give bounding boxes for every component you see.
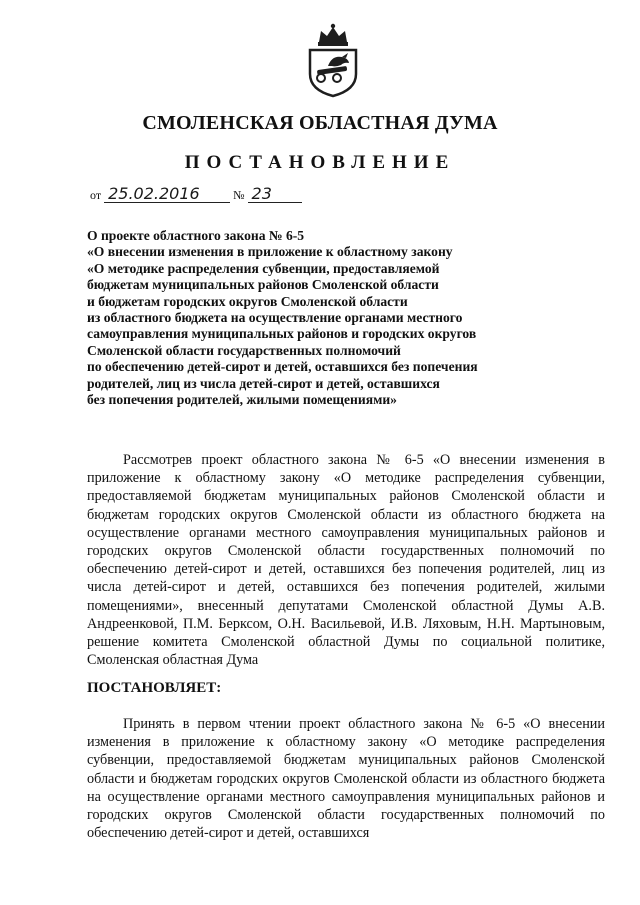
dateline (90, 186, 302, 203)
subject-line: Смоленской области государственных полномочий (87, 342, 401, 358)
date-from-label: от (90, 188, 102, 202)
resolution-paragraph: Принять в первом чтении проект областного закона № 6-5 «О внесении изменения в приложение к областному закону «О методике распределения субвенции, предоставляемой бюджетам муниципальных районов Смоленской области и бюджетам городских округов Смоленской области из областного бюджета на осуществление органами местного самоуправления муниципальных районов и городских округов Смоленской области государственных полномочий по обеспечению детей-сирот и детей, оставшихся (87, 716, 605, 842)
smolensk-coat-of-arms-icon (302, 22, 364, 98)
organization-name: СМОЛЕНСКАЯ ОБЛАСТНАЯ ДУМА (142, 112, 498, 134)
preamble-paragraph: Рассмотрев проект областного закона № 6-5 «О внесении изменения в приложение к областному закону «О методике распределения субвенции, предоставляемой бюджетам муниципальных районов Смоленской области и бюджетам городских округов Смоленской области из областного бюджета на осуществление органами местного самоуправления муниципальных районов и городских округов Смоленской области государственных полномочий по обеспечению детей-сирот и детей, оставшихся без попечения родителей, лиц из числа детей-сирот и детей, оставшихся без попечения родителей, жилыми помещениями», внесенный депутатами Смоленской областной Думы А.В. Андреенковой, П.М. Берксом, О.Н. Васильевой, И.В. Ляховым, Н.Н. Мартыновым, решение комитета Смоленской областной Думы по социальной политике, Смоленская областная Дума (87, 452, 605, 669)
document-subject (87, 228, 557, 408)
subject-line: без попечения родителей, жилыми помещениями» (87, 392, 397, 408)
subject-line: и бюджетам городских округов Смоленской области (87, 293, 408, 309)
document-type: ПОСТАНОВЛЕНИЕ (184, 152, 456, 173)
subject-line: самоуправления муниципальных районов и городских округов (87, 326, 477, 342)
decree-heading: ПОСТАНОВЛЯЕТ: (87, 680, 222, 696)
subject-line: О проекте областного закона № 6-5 (87, 228, 305, 243)
subject-line: родителей, лиц из числа детей-сирот и детей, оставшихся (87, 375, 440, 391)
subject-line: из областного бюджета на осуществление органами местного (87, 310, 463, 326)
document-date: 25.02.2016 (104, 186, 230, 203)
document-number: 23 (248, 186, 302, 203)
subject-line: «О внесении изменения в приложение к областному закону (87, 244, 453, 260)
subject-line: по обеспечению детей-сирот и детей, оставшихся без попечения (87, 359, 478, 375)
number-label: № (233, 188, 245, 202)
subject-line: бюджетам муниципальных районов Смоленской области (87, 277, 439, 293)
subject-line: «О методике распределения субвенции, предоставляемой (87, 260, 440, 276)
